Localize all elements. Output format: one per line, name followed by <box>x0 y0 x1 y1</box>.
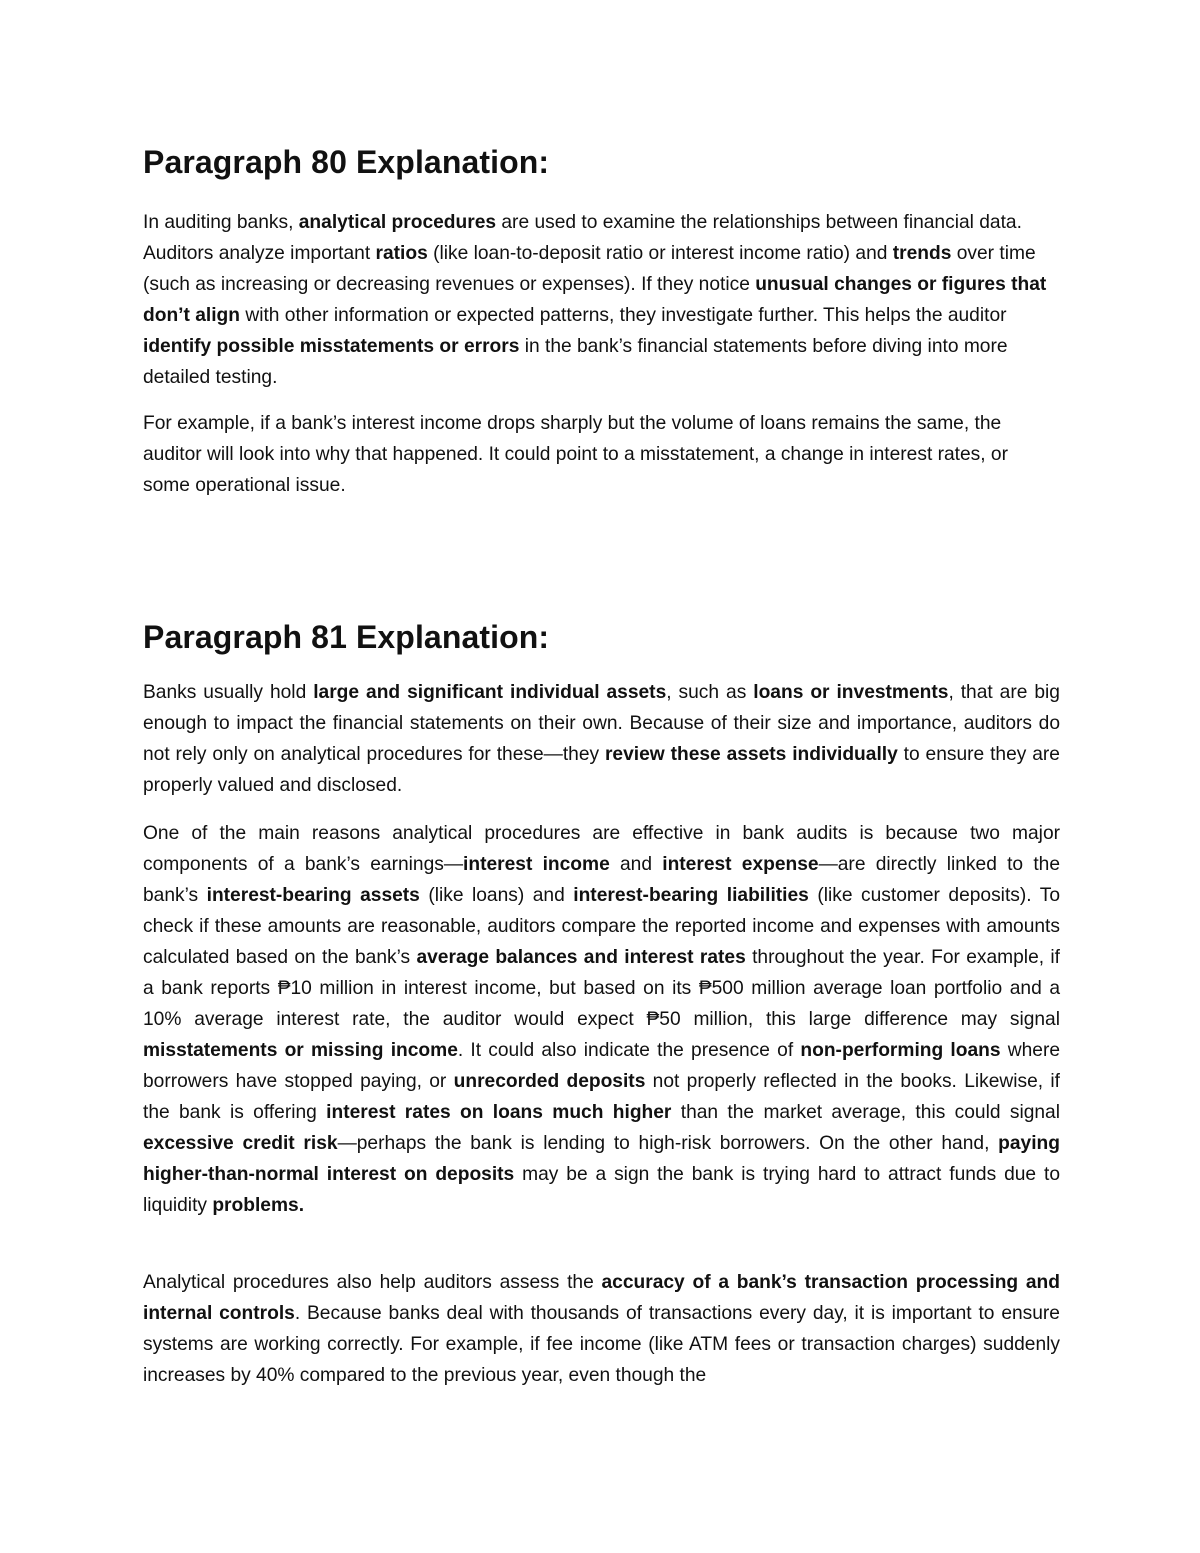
text-run: (like customer deposits). To check if these amounts are reasonable, auditors compare the reported income and expenses with amounts calculated based on the bank’s <box>143 885 1060 968</box>
text-run: , such as <box>666 682 754 703</box>
heading-paragraph-81: Paragraph 81 Explanation: <box>143 619 550 655</box>
text-run: throughout the year. For example, if a bank reports ₱10 million in interest income, but based on its ₱500 million average loan portfolio and a 10% average interest rate, the auditor would expect ₱50 million, this large difference may signal <box>143 947 1060 1030</box>
bold-text-run: review these assets individually <box>604 744 898 765</box>
text-run: One of the main reasons analytical procedures are effective in bank audits is because two major components of a bank’s earnings— <box>143 823 1060 875</box>
text-run: —are directly linked to the bank’s <box>143 854 1060 906</box>
bold-text-run: large and significant individual assets <box>313 682 667 703</box>
bold-text-run: interest-bearing assets <box>206 885 420 906</box>
bold-text-run: loans or investments <box>753 682 949 703</box>
text-run: For example, if a bank’s interest income drops sharply but the volume of loans remains the same, the auditor will look into why that happened. It could point to a misstatement, a change in interest rates, or some operational issue. <box>143 413 1008 496</box>
bold-text-run: paying higher-than-normal interest on deposits <box>143 1133 1060 1185</box>
text-run: in the bank’s financial statements before diving into more detailed testing. <box>143 336 1008 388</box>
bold-text-run: problems. <box>212 1195 305 1216</box>
text-run: . It could also indicate the presence of <box>457 1040 801 1061</box>
bold-text-run: identify possible misstatements or errors <box>143 336 520 357</box>
text-run: to ensure they are properly valued and disclosed. <box>143 744 1060 796</box>
bold-text-run: ratios <box>375 243 428 264</box>
text-run: . Because banks deal with thousands of transactions every day, it is important to ensure systems are working correctly. For example, if fee income (like ATM fees or transaction charges) suddenly increases by 40% compared to the previous year, even though the <box>143 1303 1060 1386</box>
text-run: (like loans) and <box>419 885 574 906</box>
section-80-paragraph-2 <box>143 408 1060 501</box>
text-run: where borrowers have stopped paying, or <box>143 1040 1061 1092</box>
text-run: In auditing banks, <box>143 212 299 233</box>
bold-text-run: average balances and interest rates <box>416 947 746 968</box>
bold-text-run: accuracy of a bank’s transaction processing and internal controls <box>143 1272 1060 1324</box>
text-run: with other information or expected patterns, they investigate further. This helps the auditor <box>240 305 1007 326</box>
bold-text-run: interest income <box>463 854 610 875</box>
text-run: than the market average, this could signal <box>671 1102 1060 1123</box>
text-run: Analytical procedures also help auditors assess the <box>143 1272 602 1293</box>
bold-text-run: interest expense <box>662 854 819 875</box>
text-run: over time (such as increasing or decreasing revenues or expenses). If they notice <box>143 243 1036 295</box>
text-run: (like loan-to-deposit ratio or interest income ratio) and <box>427 243 893 264</box>
text-run: not properly reflected in the books. Likewise, if the bank is offering <box>143 1071 1060 1123</box>
bold-text-run: interest-bearing liabilities <box>573 885 809 906</box>
bold-text-run: non-performing loans <box>800 1040 1001 1061</box>
text-run: and <box>609 854 663 875</box>
heading-paragraph-80: Paragraph 80 Explanation: <box>143 144 550 180</box>
section-81-paragraph-1 <box>143 677 1060 801</box>
bold-text-run: trends <box>892 243 952 264</box>
bold-text-run: interest rates on loans much higher <box>326 1102 672 1123</box>
text-run: Banks usually hold <box>143 682 314 703</box>
bold-text-run: unrecorded deposits <box>453 1071 646 1092</box>
text-run: may be a sign the bank is trying hard to attract funds due to liquidity <box>143 1164 1061 1216</box>
text-run: are used to examine the relationships between financial data. Auditors analyze important <box>143 212 1022 264</box>
bold-text-run: excessive credit risk <box>143 1133 338 1154</box>
text-run: —perhaps the bank is lending to high-risk borrowers. On the other hand, <box>337 1133 999 1154</box>
section-80-paragraph-1 <box>143 207 1060 393</box>
section-81-paragraph-2 <box>143 818 1060 1221</box>
text-run: , that are big enough to impact the financial statements on their own. Because of their size and importance, auditors do not rely only on analytical procedures for these—they <box>143 682 1060 765</box>
bold-text-run: unusual changes or figures that don’t align <box>143 274 1047 326</box>
bold-text-run: misstatements or missing income <box>143 1040 458 1061</box>
bold-text-run: analytical procedures <box>298 212 497 233</box>
section-81-paragraph-3 <box>143 1267 1060 1391</box>
